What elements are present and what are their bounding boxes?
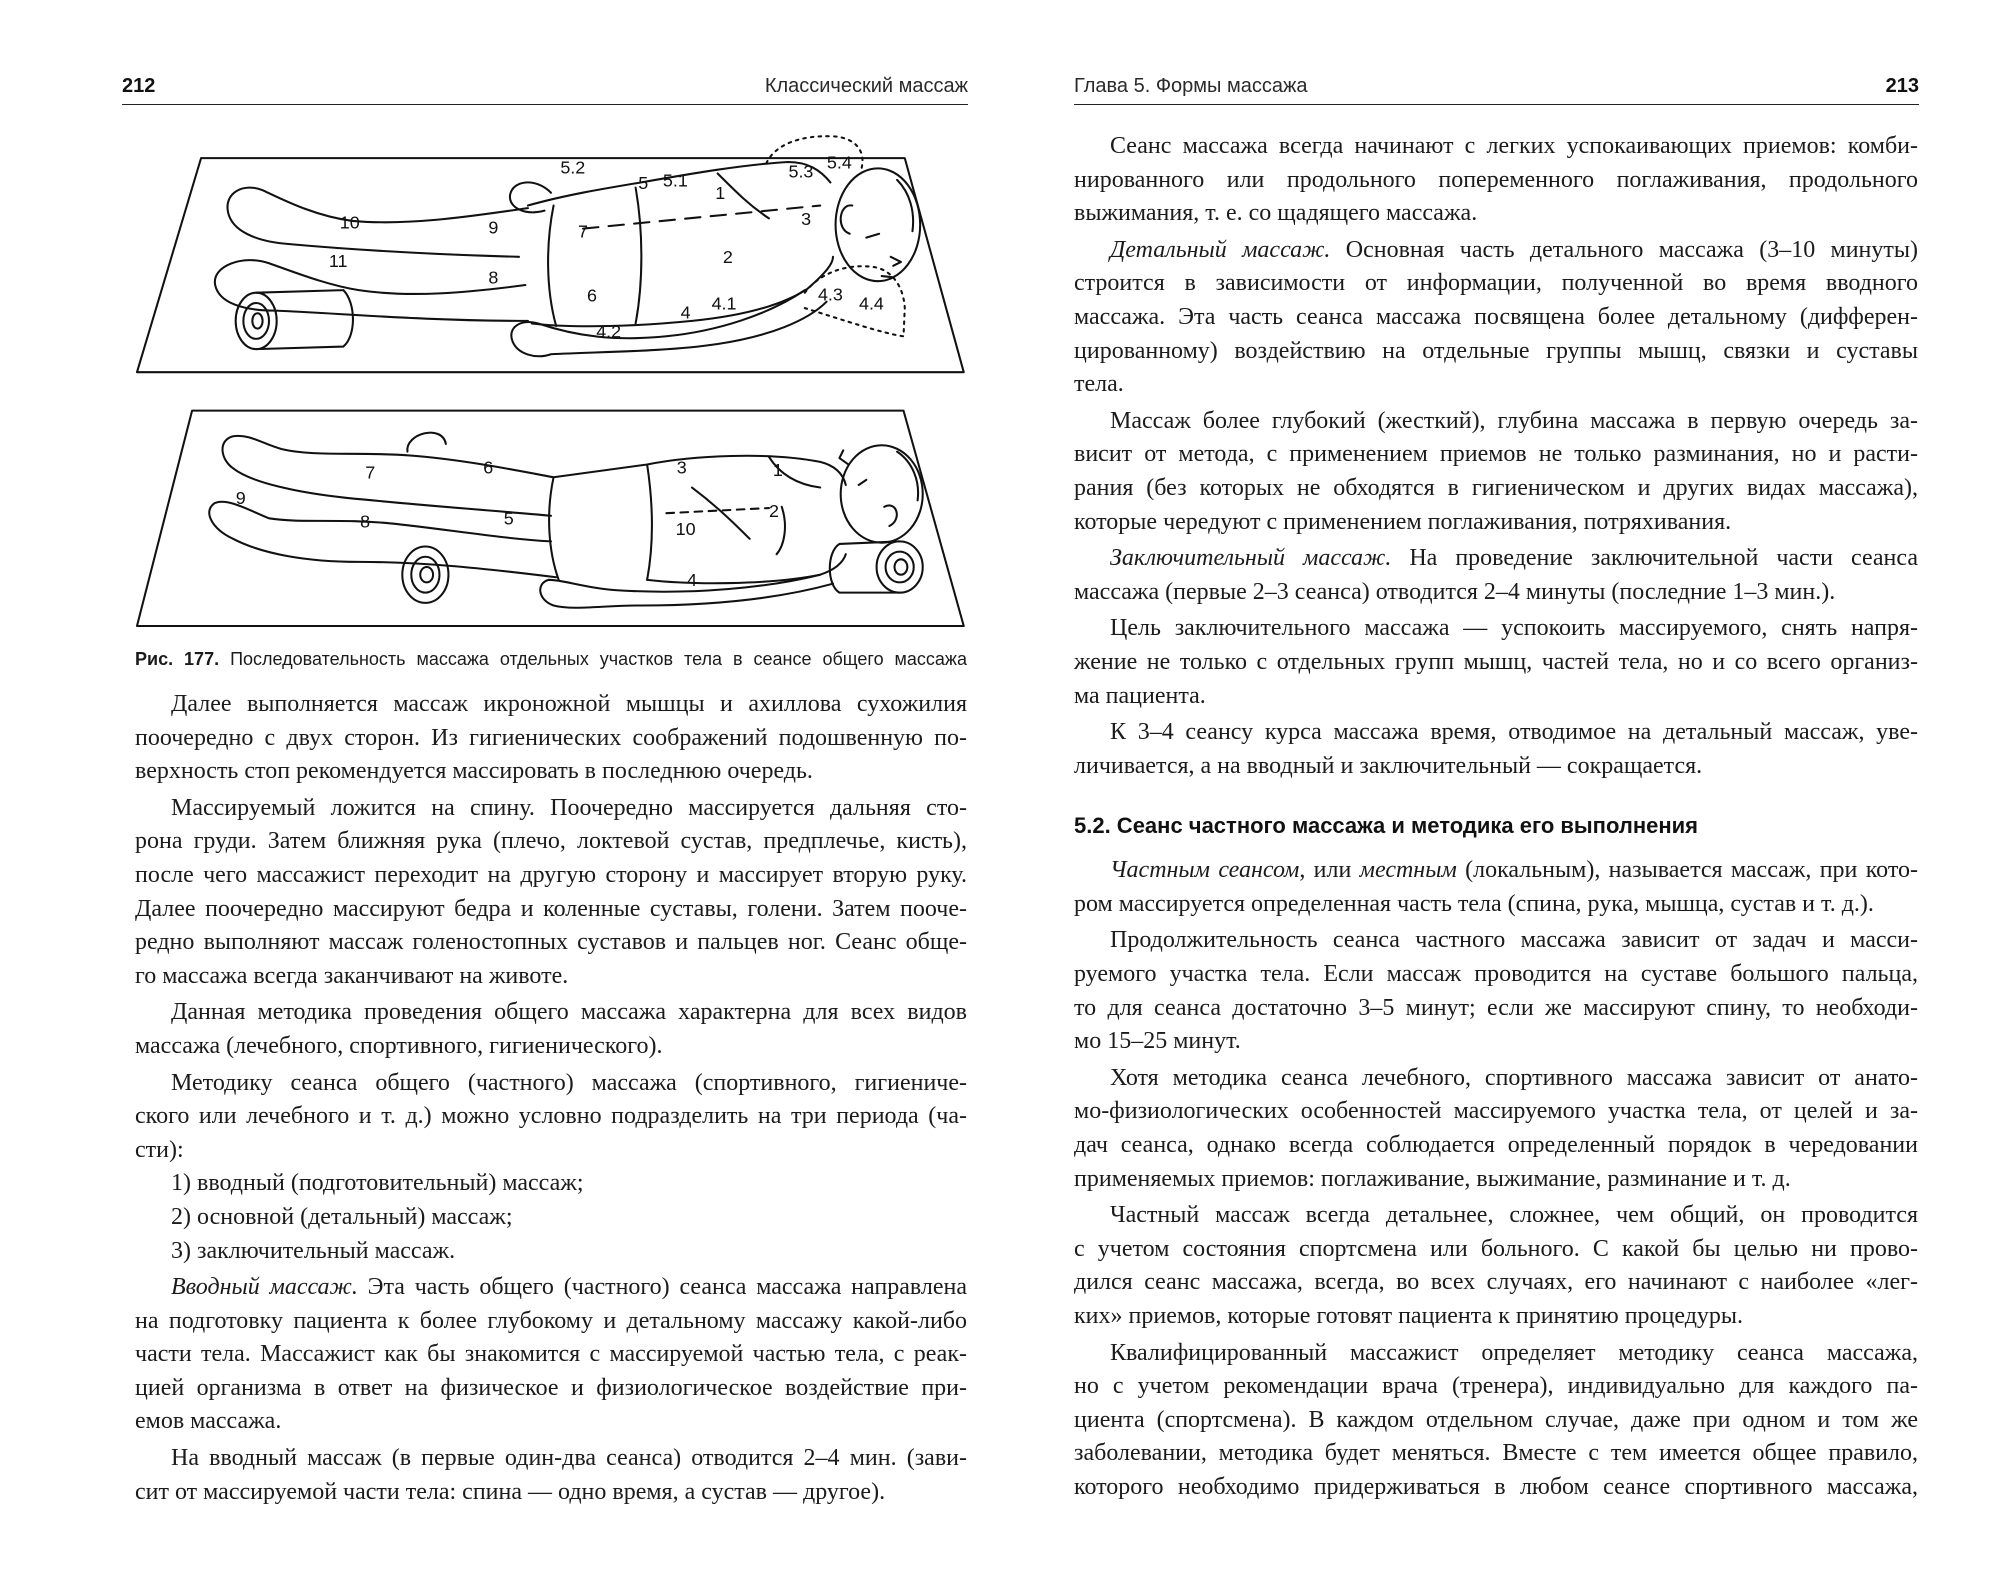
text-line <box>1074 542 1919 576</box>
text-run: строится в зависимости от информации, полученной во время вводного <box>1074 270 1918 297</box>
lower-leg-outline <box>215 260 528 321</box>
text-run: Эта часть общего (частного) сеанса массажа направлена <box>357 1274 967 1301</box>
text-run: с учетом состояния спортсмена или больного. С какой бы целью ни прово- <box>1074 1235 1918 1262</box>
text-line <box>1074 1199 1919 1233</box>
text-run: рона груди. Затем ближняя рука (плечо, локтевой сустав, предплечье, кисть), <box>135 828 967 855</box>
page-number: 212 <box>122 75 156 97</box>
text-run: Основная часть детального массажа (3–10 минуты) <box>1330 236 1918 263</box>
paragraph <box>1074 924 1919 1058</box>
region-label: 4 <box>687 570 697 591</box>
text-run: (локальным), называется массаж, при кото- <box>1456 857 1918 884</box>
text-line <box>1074 1163 1919 1197</box>
text-run: массажа (первые 2–3 сеанса) отводится 2–4 минуты (последние 1–3 мин.). <box>1074 578 1836 605</box>
region-label: 4.2 <box>596 321 622 342</box>
text-line <box>1074 1266 1919 1300</box>
text-line <box>135 755 968 789</box>
region-label: 1 <box>772 460 783 481</box>
text-line <box>1074 267 1919 301</box>
text-run: , или <box>1299 857 1360 884</box>
text-line <box>135 1167 968 1201</box>
region-label: 10 <box>675 518 696 539</box>
region-label: 7 <box>578 221 589 242</box>
text-run: Методику сеанса общего (частного) массажа (спортивного, гигиениче- <box>171 1069 967 1096</box>
left-page-header <box>122 72 968 100</box>
paragraph <box>135 1271 968 1439</box>
text-run: Хотя методика сеанса лечебного, спортивного массажа зависит от анато- <box>1110 1064 1918 1091</box>
paragraph <box>1074 1199 1919 1333</box>
text-line <box>135 792 968 826</box>
text-line <box>135 1476 968 1510</box>
text-run: которого необходимо придерживаться в любом сеансе спортивного массажа, <box>1074 1473 1918 1500</box>
text-run: 1) вводный (подготовительный) массаж; <box>171 1170 584 1197</box>
running-head: Глава 5. Формы массажа <box>1074 75 1308 97</box>
region-label: 4 <box>680 302 691 323</box>
text-run: Частный массаж всегда детальнее, сложнее, чем общий, он проводится <box>1110 1202 1918 1229</box>
italic-term: Детальный массаж. <box>1110 236 1331 263</box>
text-run: висит от метода, с применением приемов не только разминания, но и расти- <box>1074 441 1918 468</box>
text-run: выжимания, т. е. со щадящего массажа. <box>1074 200 1478 227</box>
text-run: ма пациента. <box>1074 682 1206 709</box>
text-run: Массируемый ложится на спину. Поочередно массируется дальняя сто- <box>171 794 967 821</box>
text-line <box>135 825 968 859</box>
region-label: 5 <box>503 508 514 529</box>
text-line <box>135 1338 968 1372</box>
text-run: цированному) воздействию на отдельные группы мышц, связки и суставы <box>1074 337 1918 364</box>
text-run: ких» приемов, которые готовят пациента к принятию процедуры. <box>1074 1303 1744 1329</box>
text-line <box>1074 1233 1919 1267</box>
paragraph <box>1074 612 1919 713</box>
text-line <box>1074 506 1919 540</box>
text-line <box>1074 301 1919 335</box>
left-page-text <box>135 688 968 1509</box>
text-line <box>1074 1025 1919 1059</box>
text-run: сти): <box>135 1136 184 1163</box>
text-run: мо 15–25 минут. <box>1074 1028 1241 1055</box>
right-page-header <box>1074 72 1919 100</box>
text-line <box>1074 576 1919 610</box>
caption-text: Последовательность массажа отдельных участков тела в сеансе общего массажа <box>230 649 967 669</box>
section-heading: 5.2. Сеанс частного массажа и методика его выполнения <box>1074 813 1699 839</box>
text-line <box>1074 234 1919 268</box>
region-label: 5.3 <box>788 161 814 182</box>
italic-term: Частным сеансом <box>1110 857 1300 884</box>
region-label: 5.2 <box>560 157 586 178</box>
text-line <box>135 722 968 756</box>
text-run: ром массируется определенная часть тела (спина, рука, мышца, сустав и т. д.). <box>1074 890 1874 917</box>
text-run: На проведение заключительной части сеанса <box>1391 545 1918 572</box>
text-line <box>1074 472 1919 506</box>
text-line <box>1074 958 1919 992</box>
region-label: 1 <box>715 183 726 204</box>
text-run: массажа. Эта часть сеанса массажа посвящена более детальному (дифферен- <box>1074 303 1918 330</box>
region-label: 9 <box>235 488 246 509</box>
text-run: редно выполняют массаж голеностопных суставов и пальцев ног. Сеанс обще- <box>135 929 967 956</box>
text-line <box>135 859 968 893</box>
header-rule <box>122 104 968 105</box>
text-line <box>1074 716 1919 750</box>
region-label: 4.3 <box>817 284 843 305</box>
text-run: цией организма в ответ на физическое и физиологическое воздействие при- <box>135 1374 967 1401</box>
region-label: 6 <box>483 457 494 478</box>
region-label: 11 <box>328 251 348 272</box>
text-run: 2) основной (детальный) массаж; <box>171 1203 513 1230</box>
text-run: которые чередуют с применением поглаживания, потряхивания. <box>1074 508 1732 535</box>
text-line <box>1074 130 1919 164</box>
head <box>839 445 922 542</box>
text-line <box>1074 438 1919 472</box>
text-line <box>1074 164 1919 198</box>
foot-roll <box>236 290 353 349</box>
text-line <box>135 1271 968 1305</box>
italic-term: местным <box>1359 857 1457 884</box>
text-run: К 3–4 сеансу курса массажа время, отводимое на детальный массаж, уве- <box>1110 719 1918 746</box>
region-label: 8 <box>488 267 499 288</box>
text-line <box>135 960 968 994</box>
text-line <box>135 996 968 1030</box>
paragraph <box>1074 405 1919 539</box>
text-run: тела. <box>1074 371 1124 398</box>
text-line <box>1074 612 1919 646</box>
text-run: то для сеанса достаточно 3–5 минут; если же массируют спину, то необходи- <box>1074 994 1918 1021</box>
text-line <box>135 1442 968 1476</box>
text-run: дач сеанса, однако всегда соблюдается определенный порядок в чередовании <box>1074 1132 1918 1159</box>
shorts-outline <box>549 464 652 579</box>
right-page-text <box>1074 130 1919 1505</box>
text-run: мо-физиологических особенностей массируемого участка тела, от целей и за- <box>1074 1098 1918 1125</box>
text-run: го массажа всегда заканчивают на животе. <box>135 962 569 989</box>
region-label: 3 <box>801 208 812 229</box>
text-line <box>135 1134 968 1168</box>
text-line <box>1074 888 1919 922</box>
text-run: На вводный массаж (в первые один-два сеанса) отводится 2–4 мин. (зави- <box>171 1445 967 1472</box>
paragraph <box>135 996 968 1063</box>
running-head: Классический массаж <box>764 75 968 97</box>
text-line <box>135 926 968 960</box>
text-line <box>135 1201 968 1235</box>
head <box>836 168 921 281</box>
text-line <box>1074 1129 1919 1163</box>
text-line <box>1074 1300 1919 1334</box>
text-line <box>1074 854 1919 888</box>
text-line <box>1074 197 1919 231</box>
region-label: 3 <box>676 457 687 478</box>
text-run: личивается, а на вводный и заключительный — сокращается. <box>1074 752 1703 779</box>
text-line <box>1074 1062 1919 1096</box>
text-line <box>135 1305 968 1339</box>
list-item <box>135 1201 968 1235</box>
supine-figure <box>137 411 964 626</box>
text-run: руемого участка тела. Если массаж проводится на суставе большого пальца, <box>1074 961 1918 988</box>
text-run: дился сеанс массажа, всегда, во всех случаях, его начинают с наиболее «лег- <box>1074 1269 1918 1296</box>
text-line <box>1074 992 1919 1026</box>
region-label: 5.4 <box>826 152 852 173</box>
text-run: нированного или продольного попеременного поглаживания, продольного <box>1074 166 1918 193</box>
text-line <box>135 1235 968 1269</box>
text-line <box>135 893 968 927</box>
text-line <box>1074 405 1919 439</box>
paragraph <box>1074 234 1919 402</box>
paragraph <box>135 792 968 994</box>
hand-outline <box>510 182 551 212</box>
text-run: Данная методика проведения общего массажа характерна для всех видов <box>171 999 967 1026</box>
text-run: после чего массажист переходит на другую сторону и массирует вторую руку. <box>135 861 967 888</box>
text-run: Массаж более глубокий (жесткий), глубина массажа в первую очередь за- <box>1110 407 1918 434</box>
paragraph <box>1074 130 1919 231</box>
text-run: заболевании, методика будет меняться. Вместе с тем имеется общее правило, <box>1074 1440 1918 1467</box>
page-number: 213 <box>1885 75 1919 97</box>
text-line <box>1074 1471 1919 1505</box>
text-line <box>1074 368 1919 402</box>
text-line <box>135 1405 968 1439</box>
text-line <box>1074 750 1919 784</box>
text-run: Далее выполняется массаж икроножной мышцы и ахиллова сухожилия <box>171 691 967 717</box>
list-item <box>135 1167 968 1201</box>
text-line <box>1074 335 1919 369</box>
region-label: 4.4 <box>858 293 884 314</box>
spine-line <box>583 206 820 229</box>
italic-term: Вводный массаж. <box>171 1274 358 1301</box>
region-label: 2 <box>769 501 780 522</box>
text-run: емов массажа. <box>135 1408 282 1435</box>
text-line <box>1074 1370 1919 1404</box>
text-run: Сеанс массажа всегда начинают с легких успокаивающих приемов: комби- <box>1110 133 1918 159</box>
text-line <box>135 1030 968 1064</box>
neck-roll <box>830 541 923 592</box>
paragraph <box>1074 854 1919 921</box>
text-line <box>135 1372 968 1406</box>
text-run: сит от массируемой части тела: спина — одно время, а сустав — другое). <box>135 1478 886 1505</box>
italic-term: Заключительный массаж. <box>1110 545 1392 572</box>
text-run: поочередно с двух сторон. Из гигиенических соображений подошвенную по- <box>135 724 967 751</box>
text-line <box>1074 646 1919 680</box>
text-run: верхность стоп рекомендуется массировать в последнюю очередь. <box>135 758 813 785</box>
text-run: циента (спортсмена). В каждом отдельном случае, даже при одном и том же <box>1074 1406 1918 1433</box>
text-line <box>135 1067 968 1101</box>
list-item <box>135 1235 968 1269</box>
text-run: но с учетом рекомендации врача (тренера), индивидуально для каждого па- <box>1074 1373 1918 1400</box>
upper-leg-outline <box>227 188 527 257</box>
text-run: Далее поочередно массируют бедра и коленные суставы, голени. Затем пооче- <box>135 895 967 922</box>
text-line <box>135 1100 968 1134</box>
text-run: на подготовку пациента к более глубокому и детальному массажу какой-либо <box>135 1307 967 1334</box>
text-run: Продолжительность сеанса частного массажа зависит от задач и масси- <box>1110 927 1918 954</box>
text-run: Цель заключительного массажа — успокоить массируемого, снять напря- <box>1110 615 1918 642</box>
paragraph <box>135 688 968 789</box>
region-label: 6 <box>587 285 598 306</box>
text-line <box>1074 924 1919 958</box>
region-label: 8 <box>360 511 371 532</box>
text-run: 3) заключительный массаж. <box>171 1237 456 1264</box>
region-label: 10 <box>339 212 360 233</box>
text-run: части тела. Массажист как бы знакомится с массируемой частью тела, с реак- <box>135 1341 967 1368</box>
text-line <box>135 688 968 722</box>
paragraph <box>1074 542 1919 609</box>
region-label: 5 <box>638 172 649 193</box>
chest-lines <box>692 457 820 554</box>
region-label: 4.1 <box>711 293 737 314</box>
paragraph <box>1074 1337 1919 1505</box>
region-label: 9 <box>488 217 499 238</box>
figure-caption <box>135 645 968 673</box>
text-line <box>1074 1437 1919 1471</box>
region-label: 7 <box>365 462 376 483</box>
paragraph <box>135 1067 968 1168</box>
text-run: ского или лечебного и т. д.) можно условно подразделить на три периода (ча- <box>135 1103 967 1130</box>
text-line <box>1074 1404 1919 1438</box>
text-line <box>1074 1095 1919 1129</box>
text-run: массажа (лечебного, спортивного, гигиенического). <box>135 1032 663 1059</box>
figure-number: Рис. 177. <box>135 649 220 669</box>
region-label: 2 <box>722 247 733 268</box>
upper-leg-outline <box>223 436 554 516</box>
text-run: жение не только с отдельных групп мышц, частей тела, но и со всего организ- <box>1074 648 1918 675</box>
text-run: Квалифицированный массажист определяет методику сеанса массажа, <box>1110 1339 1918 1366</box>
paragraph <box>135 1442 968 1509</box>
text-line <box>1074 1337 1919 1371</box>
text-run: рания (без которых не обходятся в гигиеническом и других видах массажа), <box>1074 474 1918 501</box>
text-run: применяемых приемов: поглаживание, выжимание, разминание и т. д. <box>1074 1165 1791 1192</box>
region-label: 5.1 <box>662 170 688 191</box>
paragraph <box>1074 716 1919 783</box>
paragraph <box>1074 1062 1919 1196</box>
massage-sequence-figure <box>128 135 974 635</box>
text-line <box>1074 680 1919 714</box>
header-rule <box>1074 104 1919 105</box>
